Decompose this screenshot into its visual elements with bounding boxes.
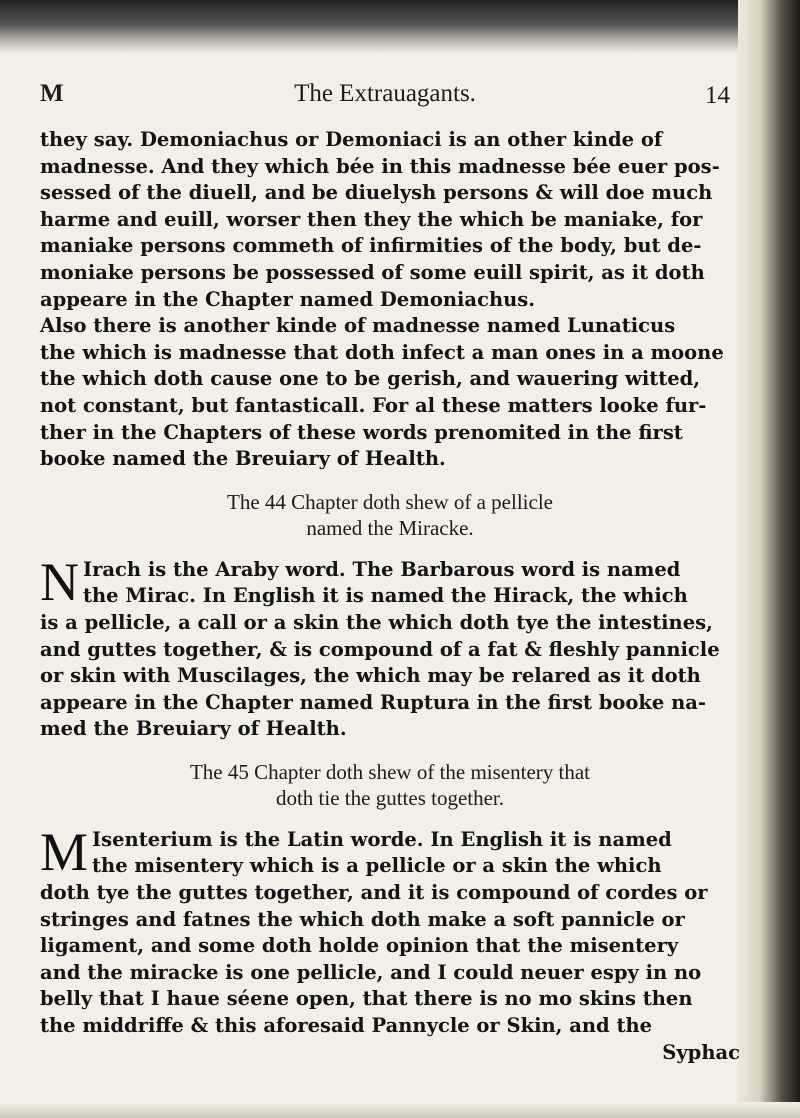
running-title: The Extrauagants. xyxy=(294,80,476,107)
signature-mark: M xyxy=(40,80,64,107)
text-line: and the miracke is one pellicle, and I could neuer espy in no xyxy=(40,960,702,984)
text-line: not constant, but fantasticall. For al these matters looke fur- xyxy=(40,393,707,417)
text-line: belly that I haue séene open, that there is no mo skins then xyxy=(40,987,693,1011)
paragraph-lunaticus xyxy=(40,313,740,473)
text-line: appeare in the Chapter named Ruptura in the first booke na- xyxy=(40,690,707,714)
drop-cap-initial: N xyxy=(40,551,79,612)
text-line: Isenterium is the Latin worde. In English it is named xyxy=(92,827,672,851)
text-line: doth tye the guttes together, and it is compound of cordes or xyxy=(40,881,708,905)
text-line: ligament, and some doth holde opinion that the misentery xyxy=(40,934,679,958)
text-line: med the Breuiary of Health. xyxy=(40,717,347,741)
chapter-44-heading: The 44 Chapter doth shew of a pellicle xyxy=(227,489,553,514)
page-bottom-edge xyxy=(0,1102,800,1118)
catchword: Syphac xyxy=(662,1040,740,1064)
text-line: Also there is another kinde of madnesse named Lunaticus xyxy=(40,314,676,338)
text-line: or skin with Muscilages, the which may be relared as it doth xyxy=(40,664,701,688)
paragraph-misentery xyxy=(40,821,740,1066)
chapter-45-heading: The 45 Chapter doth shew of the misentery that xyxy=(189,759,591,784)
text-line: and guttes together, & is compound of a fat & fleshly pannicle xyxy=(40,637,720,661)
text-line: the which doth cause one to be gerish, and wauering witted, xyxy=(40,367,701,391)
page-top-shadow xyxy=(0,0,800,54)
text-line: the middriffe & this aforesaid Pannycle or Skin, and the xyxy=(40,1014,653,1038)
chapter-45-heading-line2: doth tie the guttes together. xyxy=(275,785,505,810)
chapter-44-heading-line2: named the Miracke. xyxy=(306,515,474,540)
text-line: sessed of the diuell, and be diuelysh persons & will doe much xyxy=(40,181,713,205)
text-line: appeare in the Chapter named Demoniachus. xyxy=(40,287,536,311)
text-line: ther in the Chapters of these words prenomited in the first xyxy=(40,420,683,444)
text-line: they say. Demoniachus or Demoniaci is an other kinde of xyxy=(40,128,663,151)
text-line: the which is madnesse that doth infect a man ones in a moone xyxy=(40,340,724,364)
text-line: is a pellicle, a call or a skin the which doth tye the intestines, xyxy=(40,610,713,634)
page-number: 14 xyxy=(705,82,730,109)
text-line: harme and euill, worser then they the which be maniake, for xyxy=(40,207,703,231)
text-line: the misentery which is a pellicle or a skin the which xyxy=(92,854,662,878)
text-body xyxy=(40,127,740,1066)
text-line: stringes and fatnes the which doth make a soft pannicle or xyxy=(40,907,685,931)
text-line: booke named the Breuiary of Health. xyxy=(40,447,446,471)
text-line: Irach is the Araby word. The Barbarous word is named xyxy=(83,557,681,581)
paragraph-miracke xyxy=(40,551,740,743)
paragraph-demoniachus xyxy=(40,127,740,313)
text-line: moniake persons be possessed of some euill spirit, as it doth xyxy=(40,260,705,284)
text-line: the Mirac. In English it is named the Hirack, the which xyxy=(83,584,688,608)
page-header xyxy=(40,80,730,114)
page-gutter-shadow xyxy=(738,0,800,1118)
text-line: madnesse. And they which bée in this madnesse bée euer pos- xyxy=(40,154,720,178)
text-line: maniake persons commeth of infirmities of the body, but de- xyxy=(40,234,702,258)
drop-cap-initial: M xyxy=(40,821,89,882)
